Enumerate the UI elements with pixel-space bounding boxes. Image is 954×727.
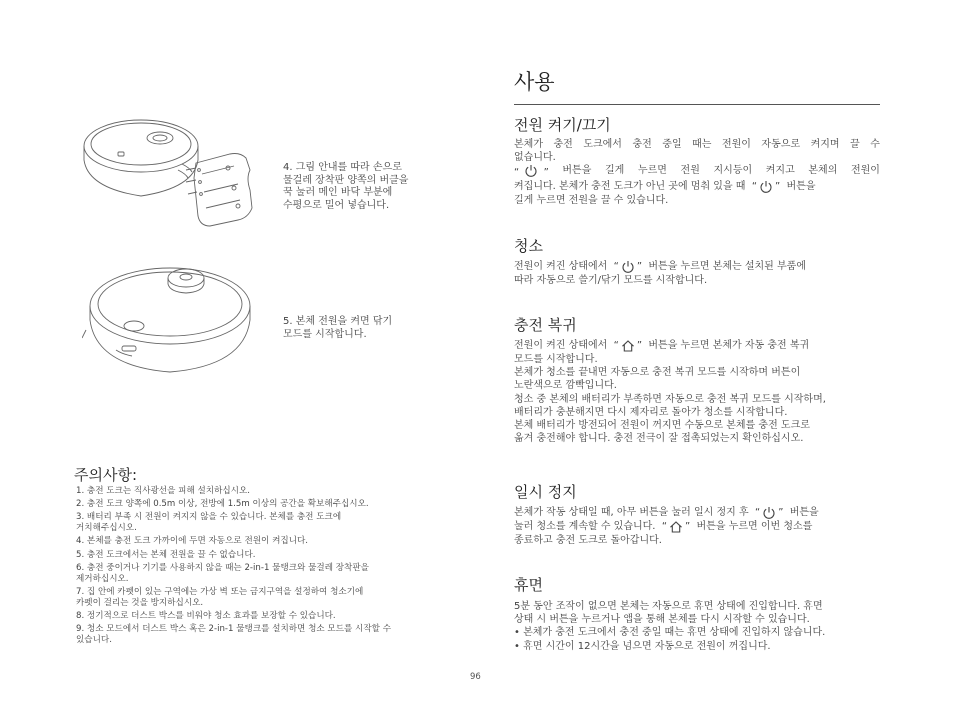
page-number: 96 bbox=[470, 672, 481, 682]
text-line: 옮겨 충전해야 합니다. 충전 전극이 잘 접촉되었는지 확인하십시오. bbox=[514, 433, 804, 445]
text-line: 본체가 충전 도크에서 충전 중일 때는 전원이 자동으로 켜지며 끌 수 bbox=[514, 139, 880, 150]
precautions-title: 주의사항: bbox=[74, 466, 138, 484]
precaution-item: 9. 청소 모드에서 더스트 박스 혹은 2-in-1 물탱크를 설치하면 청소 모드를 시작할 수 있습니다. bbox=[76, 623, 391, 645]
power-icon bbox=[621, 260, 635, 274]
text-line: 모드를 시작합니다. bbox=[514, 354, 598, 365]
text-line: 청소 중 본체의 배터리가 부족하면 자동으로 충전 복귀 모드를 시작하며, bbox=[514, 393, 826, 405]
precaution-item: 2. 충전 도크 양쪽에 0.5m 이상, 전방에 1.5m 이상의 공간을 확보해주십시오. bbox=[76, 499, 369, 510]
robot-top-view-illustration bbox=[82, 258, 282, 383]
home-icon bbox=[669, 520, 683, 534]
text-line: 전원이 켜진 상태에서 “ ” 버튼을 누르면 본체가 자동 충전 복귀 bbox=[514, 340, 810, 351]
text-line: 5분 동안 조작이 없으면 본체는 자동으로 휴면 상태에 진입합니다. 휴면 bbox=[514, 601, 823, 612]
page-title: 사용 bbox=[514, 70, 555, 94]
text-line: 없습니다. bbox=[514, 152, 556, 164]
sleep-section-body bbox=[514, 600, 880, 653]
text-line: 노란색으로 깜빡입니다. bbox=[514, 380, 617, 392]
power-icon bbox=[524, 164, 538, 178]
text-line: 종료하고 충전 도크로 돌아갑니다. bbox=[514, 535, 662, 546]
text-line: 켜집니다. 본체가 충전 도크가 아닌 곳에 멈춰 있을 때 “ ” 버튼을 bbox=[514, 180, 816, 192]
text-line: 눌러 청소를 계속할 수 있습니다. “ ” 버튼을 누르면 이번 청소를 bbox=[514, 521, 813, 532]
precaution-item: 4. 본체를 충전 도크 가까이에 두면 자동으로 전원이 켜집니다. bbox=[76, 536, 309, 547]
precaution-item: 5. 충전 도크에서는 본체 전원을 끌 수 없습니다. bbox=[76, 549, 256, 560]
text-line: 본체가 작동 상태일 때, 아무 버튼을 눌러 일시 정지 후 “ ” 버튼을 bbox=[514, 507, 819, 518]
text-line: 본체가 청소를 끝내면 자동으로 충전 복귀 모드를 시작하며 버튼이 bbox=[514, 367, 801, 379]
robot-mop-plate-illustration bbox=[78, 108, 273, 233]
sleep-section-title: 휴면 bbox=[514, 576, 543, 594]
precaution-item: 3. 배터리 부족 시 전원이 켜지지 않을 수 있습니다. 본체를 충전 도크에 거치해주십시오. bbox=[76, 512, 342, 534]
power-section-title: 전원 켜기/끄기 bbox=[514, 116, 611, 134]
text-line: 배터리가 충분해지면 다시 제자리로 돌아가 청소를 시작합니다. bbox=[514, 406, 788, 418]
text-line: 길게 누르면 전원을 끌 수 있습니다. bbox=[514, 194, 669, 206]
pause-section-title: 일시 정지 bbox=[514, 483, 577, 501]
step-4-instruction: 4. 그림 안내를 따라 손으로 물걸레 장착판 양쪽의 버클을 꾹 눌러 메인 바닥 부분에 수평으로 밀어 넣습니다. bbox=[283, 162, 409, 211]
precautions-list bbox=[76, 486, 446, 648]
power-icon bbox=[762, 506, 776, 520]
text-line: 따라 자동으로 쓸기/닦기 모드를 시작합니다. bbox=[514, 275, 708, 286]
pause-section-body bbox=[514, 506, 880, 547]
text-line: “ ” 버튼을 길게 누르면 전원 지시등이 켜지고 본체의 전원이 bbox=[514, 165, 880, 179]
text-line: • 휴면 시간이 12시간을 넘으면 자동으로 전원이 꺼집니다. bbox=[514, 640, 771, 652]
text-line: 본체 배터리가 방전되어 전원이 꺼지면 수동으로 본체를 충전 도크로 bbox=[514, 420, 810, 432]
title-divider bbox=[514, 104, 880, 105]
clean-section-title: 청소 bbox=[514, 237, 543, 255]
precaution-item: 6. 충전 중이거나 기기를 사용하지 않을 때는 2-in-1 물탱크와 물걸레 장착판을 제거하십시오. bbox=[76, 562, 369, 584]
precaution-item: 1. 충전 도크는 직사광선을 피해 설치하십시오. bbox=[76, 486, 251, 496]
recharge-section-title: 충전 복귀 bbox=[514, 316, 577, 334]
text-line: • 본체가 충전 도크에서 충전 중일 때는 휴면 상태에 진입하지 않습니다. bbox=[514, 627, 826, 639]
home-icon bbox=[621, 339, 635, 353]
step-5-instruction: 5. 본체 전원을 켜면 닦기 모드를 시작합니다. bbox=[283, 316, 393, 340]
precaution-item: 7. 집 안에 카펫이 있는 구역에는 가상 벽 또는 금지구역을 설정하여 청소기에 카펫이 걸리는 것을 방지하십시오. bbox=[76, 586, 364, 608]
text-line: 전원이 켜진 상태에서 “ ” 버튼을 누르면 본체는 설치된 부품에 bbox=[514, 261, 806, 272]
clean-section-body bbox=[514, 260, 880, 287]
recharge-section-body bbox=[514, 339, 880, 445]
text-line: 상태 시 버튼을 누르거나 앱을 통해 본체를 다시 시작할 수 있습니다. bbox=[514, 614, 810, 626]
power-section-body bbox=[514, 138, 880, 207]
power-icon bbox=[759, 180, 773, 194]
precaution-item: 8. 정기적으로 더스트 박스를 비워야 청소 효과를 보장할 수 있습니다. bbox=[76, 610, 336, 621]
